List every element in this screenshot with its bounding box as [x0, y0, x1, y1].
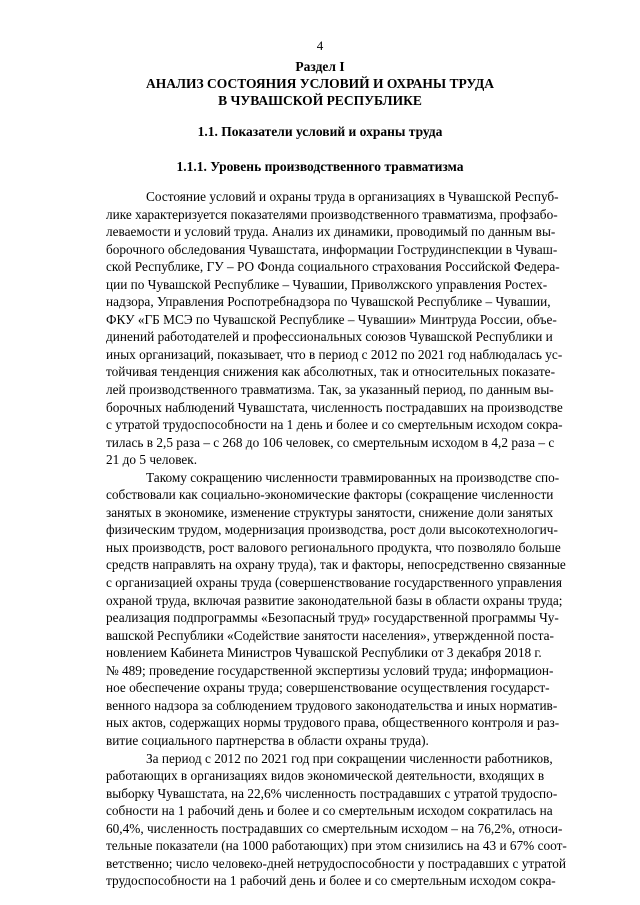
text-line: ской Республике, ГУ – РО Фонда социального страхования Российской Федера- [106, 259, 560, 275]
text-line: тойчивая тенденция снижения как абсолютных, так и относительных показате- [106, 364, 555, 380]
text-line: вашской Республики «Содействие занятости населения», утвержденной поста- [106, 627, 554, 643]
text-line: собности на 1 рабочий день и более и со смертельным исходом сократилась на [106, 803, 553, 819]
text-line: ФКУ «ГБ МСЭ по Чувашской Республике – Чувашии» Минтруда России, объе- [106, 311, 557, 327]
text-line: № 489; проведение государственной экспертизы условий труда; информацион- [106, 662, 554, 678]
text-line: средств направлять на охрану труда), так и факторы, непосредственно связанные [106, 557, 566, 573]
text-line: занятых в экономике, изменение структуры занятости, снижение доли занятых [106, 504, 554, 520]
text-line: надзора, Управления Роспотребнадзора по Чувашской Республике – Чувашии, [106, 294, 551, 310]
body-text [106, 188, 567, 890]
text-line: ции по Чувашской Республике – Чувашии, Приволжского управления Ростех- [106, 276, 548, 292]
text-line: ных актов, содержащих нормы трудового права, общественного контроля и раз- [106, 715, 560, 731]
text-line: динений работодателей и профессиональных союзов Чувашской Республики и [106, 329, 553, 345]
text-line: Такому сокращению численности травмированных на производстве спо- [146, 469, 560, 485]
text-line: витие социального партнерства в области охраны труда). [106, 732, 429, 748]
text-line: За период с 2012 по 2021 год при сокращении численности работников, [146, 750, 553, 766]
text-line: охраной труда, включая развитие законодательной базы в области охраны труда; [106, 592, 563, 608]
text-line: борочного обследования Чувашстата, информации Гострудинспекции в Чуваш- [106, 241, 558, 257]
text-line: лей производственного травматизма. Так, за указанный период, по данным вы- [106, 382, 554, 398]
text-line: с утратой трудоспособности на 1 день и более и со смертельным исходом сокра- [106, 417, 563, 433]
section-title [0, 75, 640, 109]
text-line: ных производств, рост валового регионального продукта, что позволяло больше [106, 539, 561, 555]
subheading-conditions: 1.1. Показатели условий и охраны труда [197, 124, 443, 139]
text-line: 21 до 5 человек. [106, 452, 198, 468]
text-line: выборку Чувашстата, на 22,6% численность пострадавших с утратой трудоспо- [106, 785, 558, 801]
text-line: тельные показатели (на 1000 работающих) при этом снизились на 43 и 67% соот- [106, 838, 567, 854]
text-line: физическим трудом, модернизация производства, рост доли высокотехнологич- [106, 522, 558, 538]
text-line: собствовали как социально-экономические факторы (сокращение численности [106, 487, 554, 503]
text-line: ное обеспечение охраны труда; совершенствование осуществления государст- [106, 680, 550, 696]
section-title-line: АНАЛИЗ СОСТОЯНИЯ УСЛОВИЙ И ОХРАНЫ ТРУДА [146, 76, 494, 91]
section-title-line: В ЧУВАШСКОЙ РЕСПУБЛИКЕ [218, 93, 422, 108]
text-line: ветственно; число человеко-дней нетрудоспособности у пострадавших с утратой [106, 855, 566, 871]
text-line: лике характеризуется показателями производственного травматизма, профзабо- [106, 206, 558, 222]
text-line: новлением Кабинета Министров Чувашской Республики от 3 декабря 2018 г. [106, 645, 542, 661]
text-line: венного надзора за соблюдением трудового законодательства и иных норматив- [106, 697, 558, 713]
text-line: иных организаций, показывает, что в период с 2012 по 2021 год наблюдалась ус- [106, 346, 563, 362]
text-line: леваемости и условий труда. Анализ их динамики, проводимый по данным вы- [106, 224, 556, 240]
text-line: Состояние условий и охраны труда в организациях в Чувашской Респуб- [146, 189, 559, 204]
section-label: Раздел I [295, 59, 345, 74]
text-line: трудоспособности на 1 рабочий день и более и со смертельным исходом сокра- [106, 873, 556, 889]
page-number: 4 [316, 38, 324, 53]
text-line: тилась в 2,5 раза – с 268 до 106 человек, со смертельным исходом в 4,2 раза – с [106, 434, 555, 450]
text-line: работающих в организациях видов экономической деятельности, входящих в [106, 768, 545, 784]
text-line: борочных наблюдений Чувашстата, численность пострадавших на производстве [106, 399, 563, 415]
text-line: с организацией охраны труда (совершенствование государственного управления [106, 575, 563, 591]
text-line: 60,4%, численность пострадавших со смертельным исходом – на 76,2%, относи- [106, 820, 563, 836]
subheading-injury-level: 1.1.1. Уровень производственного травматизма [176, 159, 464, 174]
text-line: реализация подпрограммы «Безопасный труд» государственной программы Чу- [106, 610, 559, 626]
